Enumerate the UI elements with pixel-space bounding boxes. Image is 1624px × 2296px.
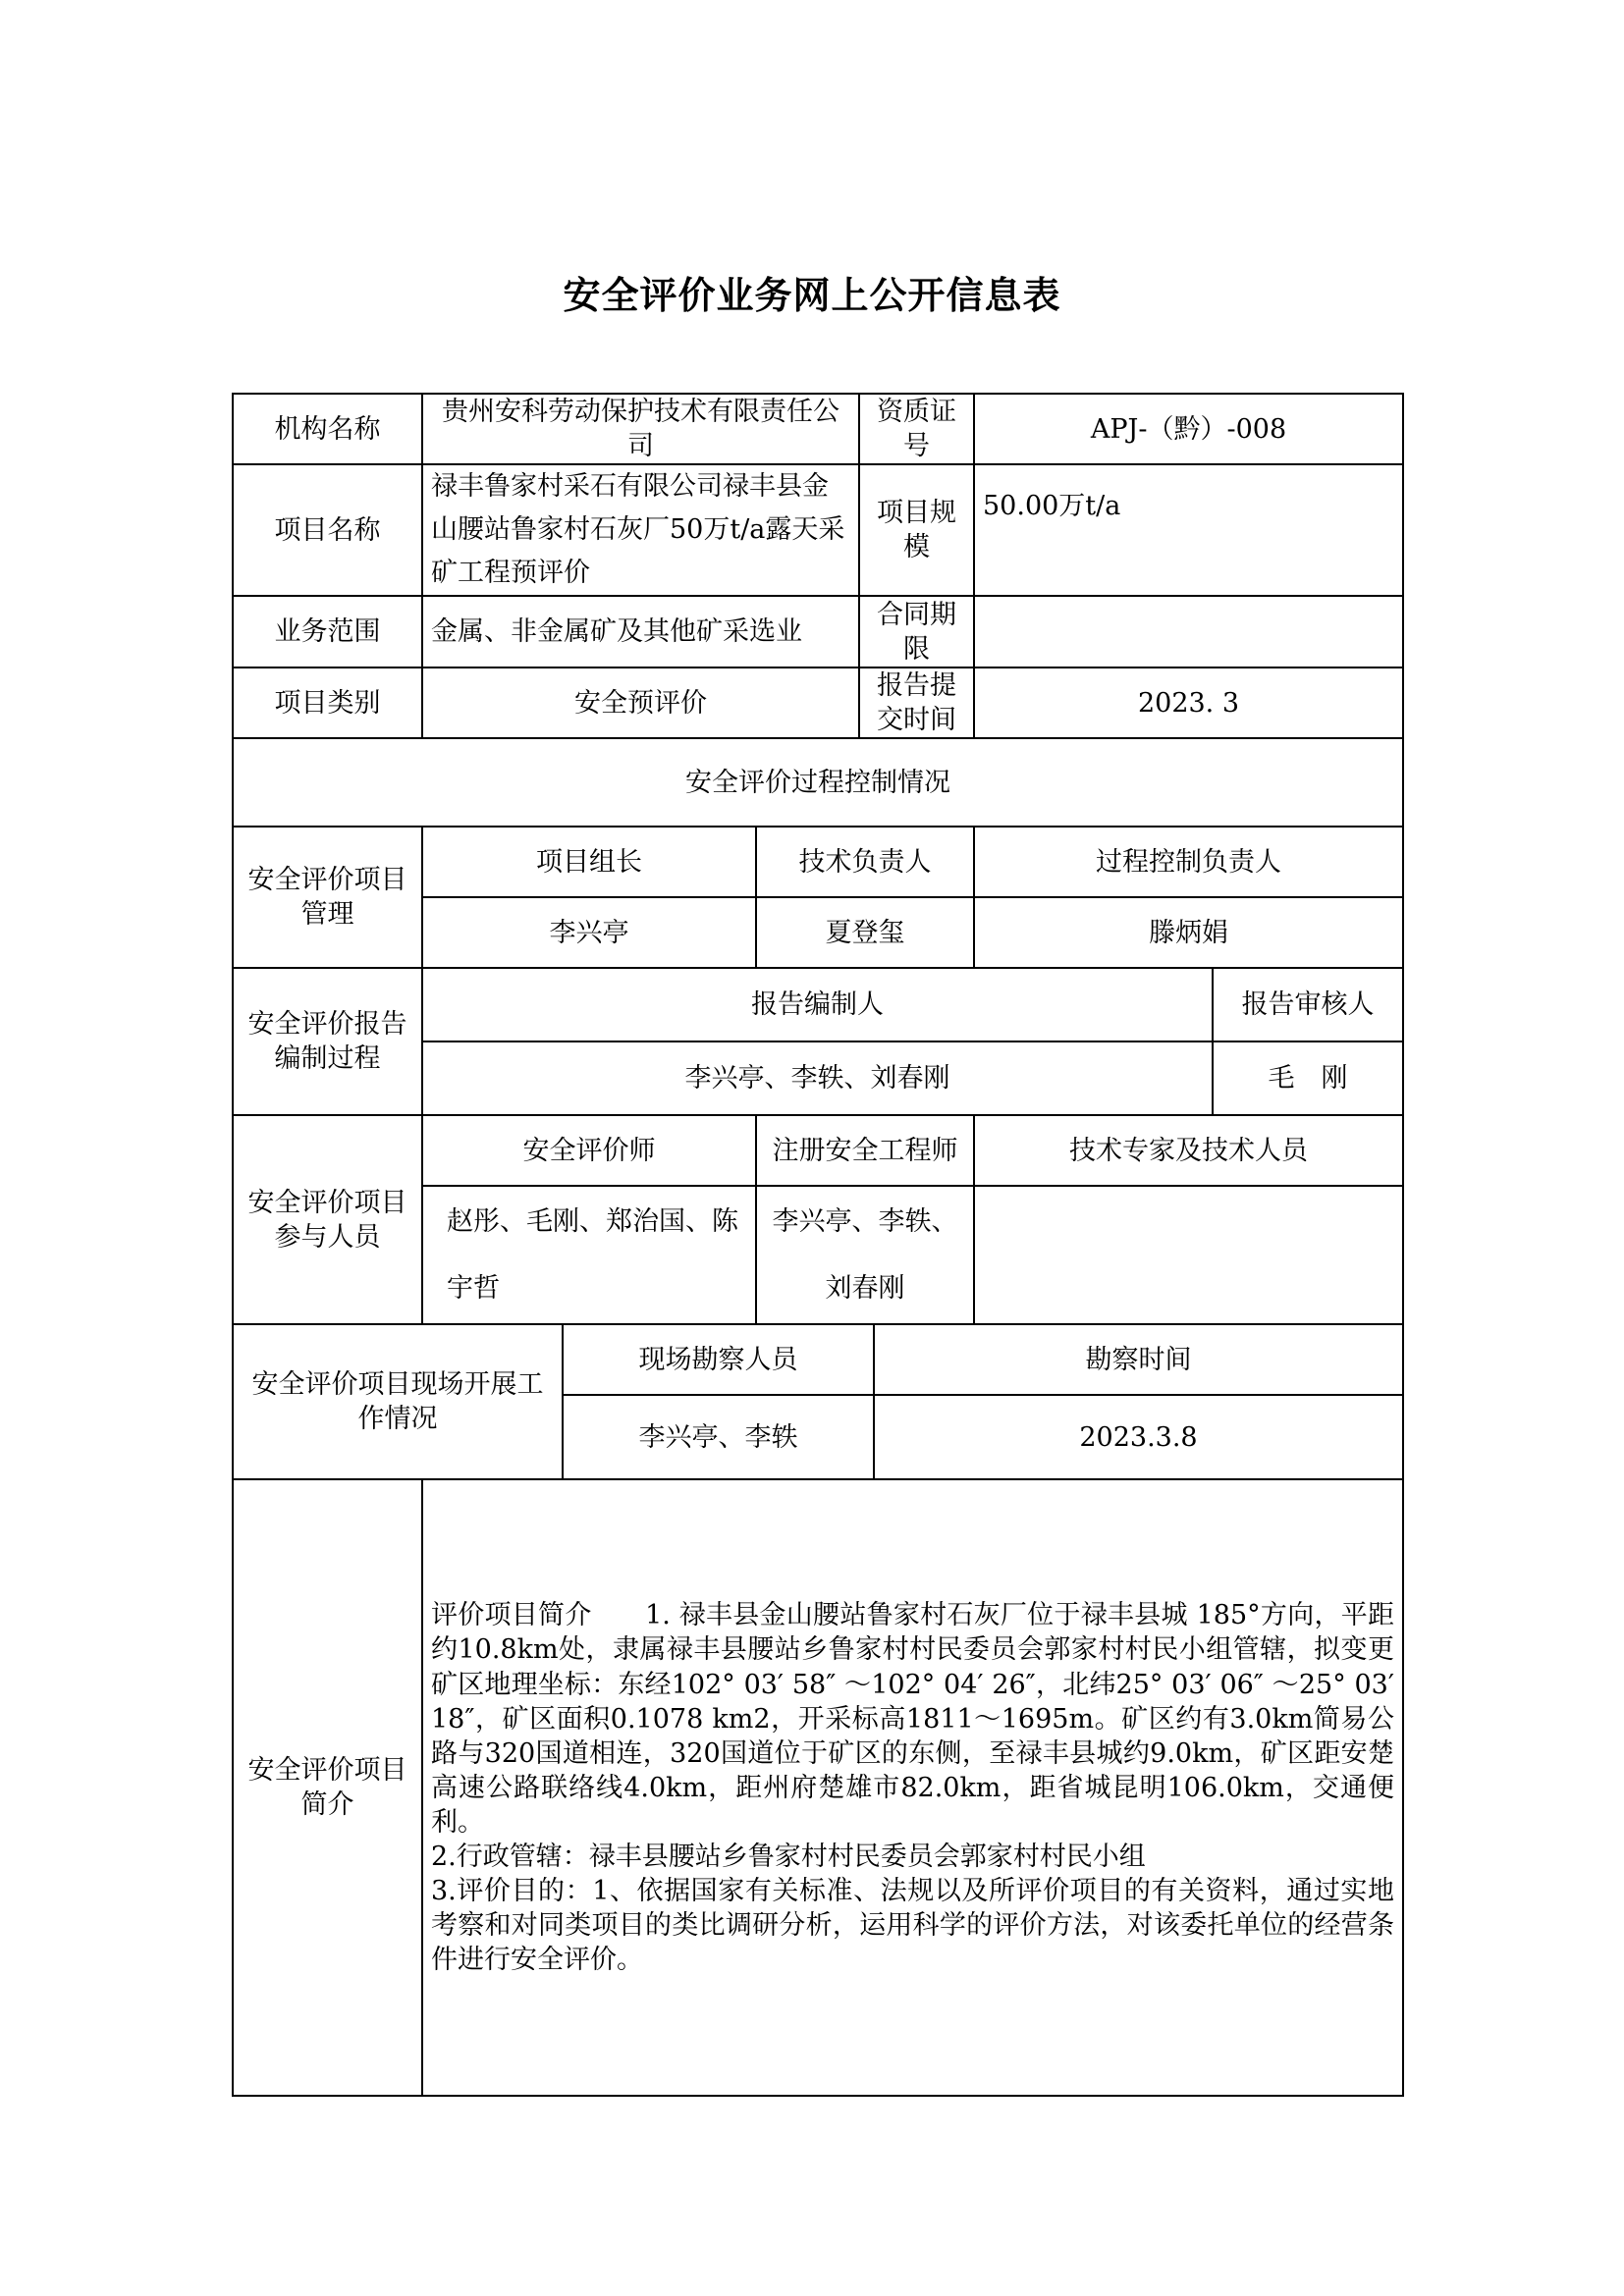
experts-header: 技术专家及技术人员 xyxy=(974,1115,1403,1186)
reviewer-header: 报告审核人 xyxy=(1213,968,1403,1041)
control-header: 过程控制负责人 xyxy=(974,827,1403,897)
summary-paragraph-3: 3.评价目的：1、依据国家有关标准、法规以及所评价项目的有关资料，通过实地考察和对同类项目的类比调研分析，运用科学的评价方法，对该委托单位的经营条件进行安全评价。 xyxy=(431,1876,1394,1976)
row-scope xyxy=(233,596,1403,667)
summary-paragraph-1: 评价项目简介 1. 禄丰县金山腰站鲁家村石灰厂位于禄丰县城 185°方向，平距约10.8km处，隶属禄丰县腰站乡鲁家村村民委员会郭家村村民小组管辖，拟变更矿区地理坐标：东经102° 03′ 58″ ～102° 04′ 26″，北纬25° 03′ 06″ ～25° 03′ 18″，矿区面积0.1078 km2，开采标高1811～1695m。矿区约有3.0km简易公路与320国道相连，320国道位于矿区的东侧，至禄丰县城约9.0km，矿区距安楚高速公路联络线4.0km，距州府楚雄市82.0km，距省城昆明106.0km，交通便利。 xyxy=(431,1600,1394,1838)
evaluators-header: 安全评价师 xyxy=(422,1115,756,1186)
row-summary xyxy=(233,1479,1403,2096)
submit-value: 2023. 3 xyxy=(974,667,1403,738)
submit-label: 报告提交时间 xyxy=(859,667,974,738)
site-label: 安全评价项目现场开展工作情况 xyxy=(233,1324,563,1479)
survey-time-value: 2023.3.8 xyxy=(874,1395,1403,1479)
contract-value xyxy=(974,596,1403,667)
info-table xyxy=(232,393,1404,2097)
report-label: 安全评价报告编制过程 xyxy=(233,968,422,1115)
row-category xyxy=(233,667,1403,738)
leader-value: 李兴亭 xyxy=(422,897,756,968)
project-scale-value: 50.00万t/a xyxy=(974,464,1403,596)
project-name-label: 项目名称 xyxy=(233,464,422,596)
summary-label: 安全评价项目简介 xyxy=(233,1479,422,2096)
writers-value: 李兴亭、李轶、刘春刚 xyxy=(422,1041,1213,1115)
category-label: 项目类别 xyxy=(233,667,422,738)
writers-header: 报告编制人 xyxy=(422,968,1213,1041)
surveyors-value: 李兴亭、李轶 xyxy=(563,1395,874,1479)
row-participants-headers xyxy=(233,1115,1403,1186)
row-org xyxy=(233,394,1403,464)
participants-label: 安全评价项目参与人员 xyxy=(233,1115,422,1324)
row-report-headers xyxy=(233,968,1403,1041)
row-mgmt-headers xyxy=(233,827,1403,897)
org-name-value: 贵州安科劳动保护技术有限责任公司 xyxy=(422,394,859,464)
org-name-label: 机构名称 xyxy=(233,394,422,464)
category-value: 安全预评价 xyxy=(422,667,859,738)
cert-label: 资质证号 xyxy=(859,394,974,464)
project-scale-label: 项目规模 xyxy=(859,464,974,596)
page-title: 安全评价业务网上公开信息表 xyxy=(563,274,1061,317)
cert-value: APJ-（黔）-008 xyxy=(974,394,1403,464)
evaluators-value: 赵彤、毛刚、郑治国、陈宇哲 xyxy=(422,1186,756,1324)
tech-header: 技术负责人 xyxy=(756,827,974,897)
tech-value: 夏登玺 xyxy=(756,897,974,968)
mgmt-label: 安全评价项目管理 xyxy=(233,827,422,968)
process-heading: 安全评价过程控制情况 xyxy=(233,738,1403,827)
scope-value: 金属、非金属矿及其他矿采选业 xyxy=(422,596,859,667)
scope-label: 业务范围 xyxy=(233,596,422,667)
engineers-header: 注册安全工程师 xyxy=(756,1115,974,1186)
reviewer-value: 毛 刚 xyxy=(1213,1041,1403,1115)
summary-content xyxy=(422,1479,1403,2096)
row-project-name xyxy=(233,464,1403,596)
leader-header: 项目组长 xyxy=(422,827,756,897)
experts-value xyxy=(974,1186,1403,1324)
row-site-headers xyxy=(233,1324,1403,1395)
engineers-value: 李兴亭、李轶、刘春刚 xyxy=(756,1186,974,1324)
summary-paragraph-2: 2.行政管辖：禄丰县腰站乡鲁家村村民委员会郭家村村民小组 xyxy=(431,1842,1146,1873)
row-process-heading xyxy=(233,738,1403,827)
project-name-value: 禄丰鲁家村采石有限公司禄丰县金山腰站鲁家村石灰厂50万t/a露天采矿工程预评价 xyxy=(422,464,859,596)
surveyors-header: 现场勘察人员 xyxy=(563,1324,874,1395)
survey-time-header: 勘察时间 xyxy=(874,1324,1403,1395)
contract-label: 合同期限 xyxy=(859,596,974,667)
control-value: 滕炳娟 xyxy=(974,897,1403,968)
